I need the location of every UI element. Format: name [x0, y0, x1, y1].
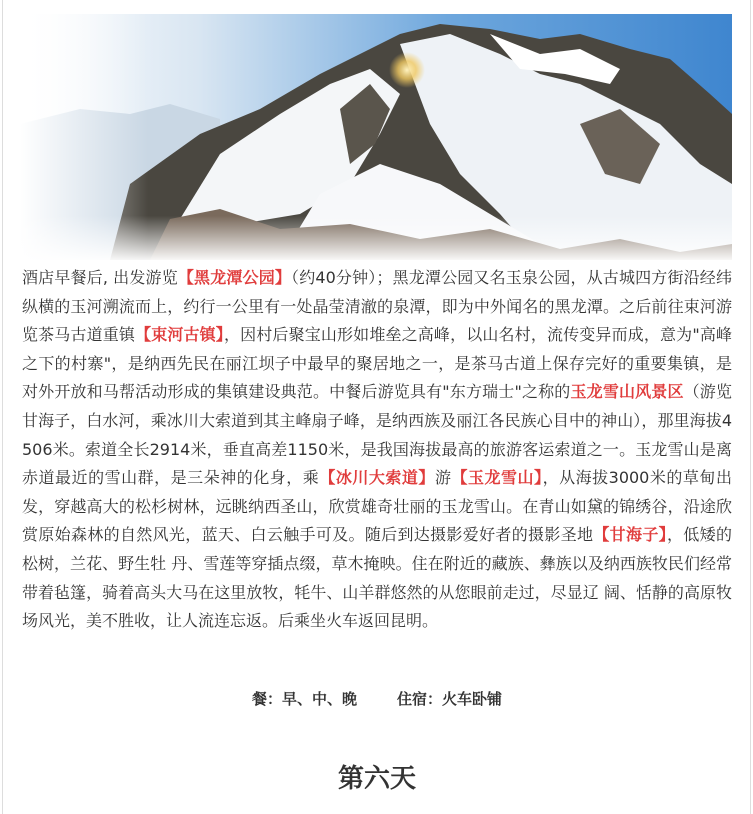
highlight-glacier-cableway: 【冰川大索道】	[319, 468, 435, 488]
mountain-desc: ，从海拔3000米的草甸出发，穿越高大的松杉树林，远眺纳西圣山，欣赏雄奇壮丽的玉龙雪山。在青山如黛的锦绣谷，沿途欣赏原始森林的自然风光，蓝天、白云触手可及。随后到达摄影爱好者的摄影圣地	[22, 468, 732, 545]
highlight-yulong-scenic: 玉龙雪山风景区	[570, 382, 684, 402]
meals-lodging-line	[22, 685, 732, 713]
heilongtan-desc: （约40分钟）；黑龙潭公园又名玉泉公园，从古城四方街沿经纬纵横的玉河溯流而上，约行一公里有一处晶莹清澈的泉潭，即为中外闻名的黑龙潭。之后前往束河游览茶马古道重镇	[22, 268, 732, 345]
ganhaizi-desc: ，低矮的松树，兰花、野生牡 丹、雪莲等穿插点缀，草木掩映。住在附近的藏族、彝族以及纳西族牧民们经常带着毡篷，骑着高头大马在这里放牧，牦牛、山羊群悠然的从您眼前走过，尽显辽 阔、恬静的高原牧场风光，美不胜收，让人流连忘返。后乘坐火车返回昆明。	[22, 525, 732, 631]
shuhe-desc: ，因村后聚宝山形如堆垒之高峰，以山名村，流传变异而成，意为"高峰之下的村寨"，是纳西先民在丽江坝子中最早的聚居地之一，是茶马古道上保存完好的重要集镇，是对外开放和马帮活动形成的集镇建设典范。中餐后游览具有"东方瑞士"之称的	[22, 325, 732, 402]
day-heading: 第六天	[337, 764, 416, 794]
itinerary-text	[22, 264, 732, 636]
yulong-desc: （游览甘海子，白水河，乘冰川大索道到其主峰扇子峰，是纳西族及丽江各民族心目中的神山），那里海拔4506米。索道全长2914米，垂直高差1150米，是我国海拔最高的旅游客运索道之一。玉龙雪山是离赤道最近的雪山群，是三朵神的化身，乘	[22, 382, 732, 488]
lodging-info: 住宿：火车卧铺	[397, 690, 503, 708]
hero-image	[20, 14, 732, 260]
meals-info: 餐：早、中、晚	[251, 690, 357, 708]
highlight-ganhaizi: 【甘海子】	[593, 525, 667, 545]
highlight-heilongtan: 【黑龙潭公园】	[177, 268, 292, 287]
highlight-shuhe: 【束河古镇】	[135, 325, 224, 345]
intro-text: 酒店早餐后, 出发游览	[22, 268, 178, 287]
highlight-yulong-mountain: 【玉龙雪山】	[451, 468, 543, 488]
tour-word: 游	[434, 468, 452, 488]
